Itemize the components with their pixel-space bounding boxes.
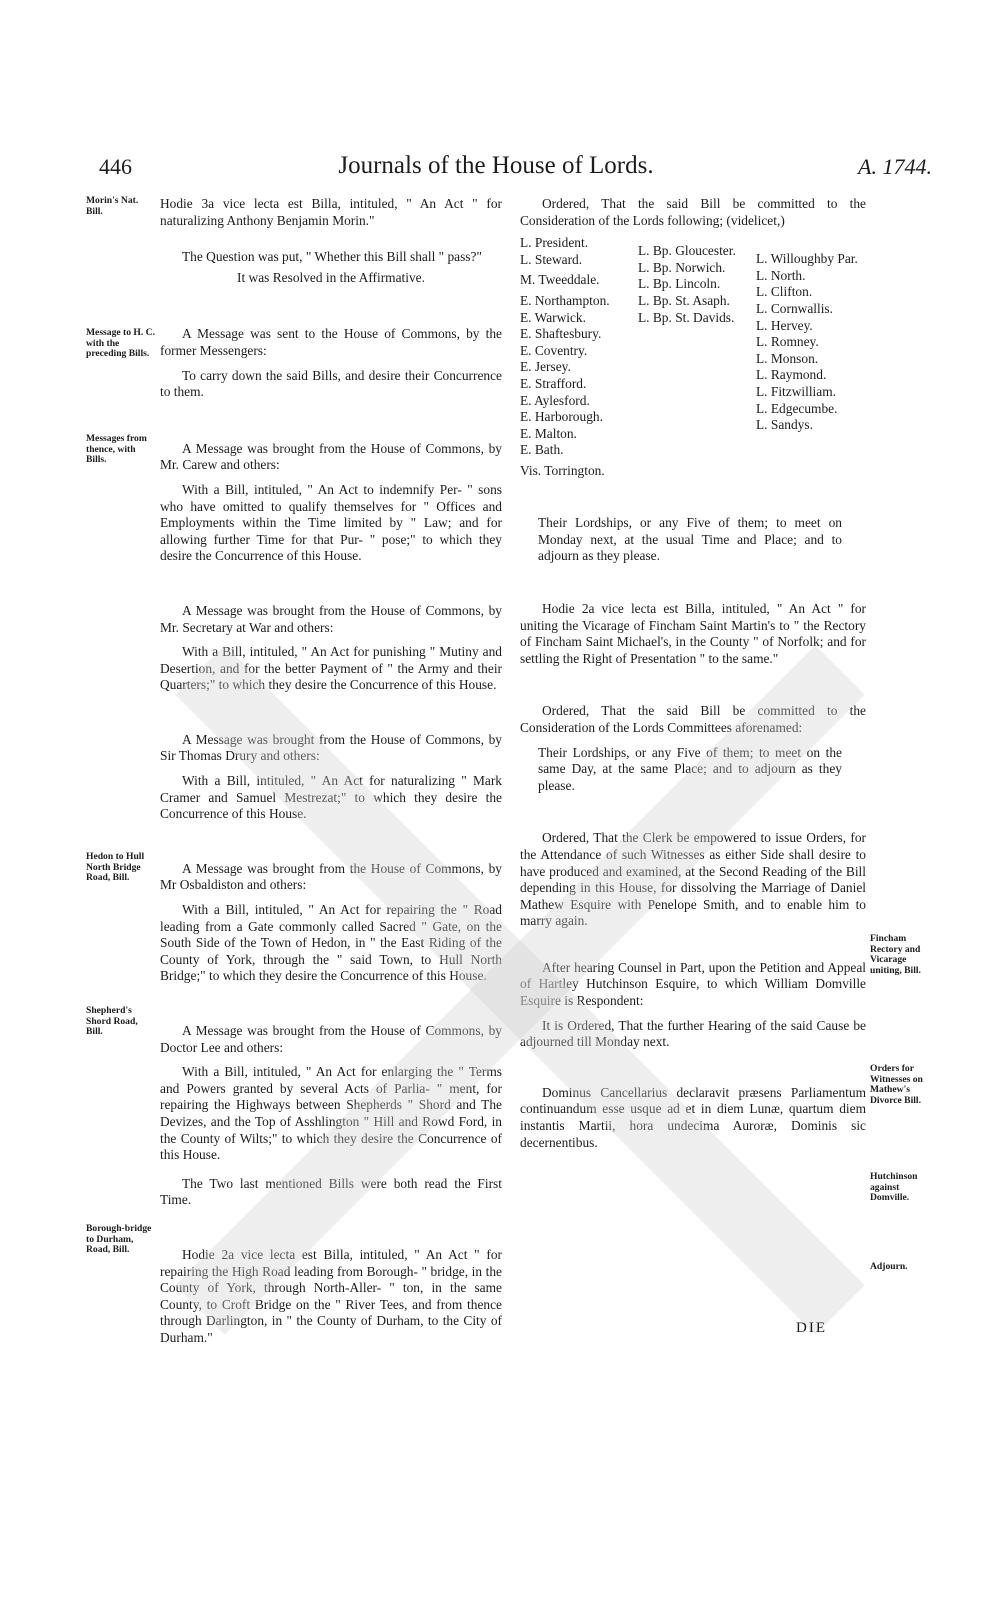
committee-entry: L. Bp. St. Davids.: [638, 309, 735, 325]
spacer: [756, 235, 866, 243]
sidenote-hedon: Hedon to Hull North Bridge Road, Bill.: [86, 851, 145, 884]
committee-entry: E. Bath.: [520, 442, 564, 458]
paragraph: Their Lordships, or any Five of them; to meet on the same Day, at the same Place; and to adjourn as they please.: [538, 744, 842, 793]
sidenote-witnesses: Orders for Witnesses on Mathew's Divorce Bill.: [870, 1063, 923, 1106]
paragraph: A Message was brought from the House of Commons, by Doctor Lee and others:: [160, 1023, 502, 1055]
committee-entry: L. Hervey.: [756, 317, 813, 333]
paragraph: It is Ordered, That the further Hearing of the said Cause be adjourned till Monday next.: [520, 1017, 866, 1050]
committee-entry: L. Cornwallis.: [756, 300, 833, 316]
spacer: [638, 235, 756, 243]
committee-entry: E. Malton.: [520, 425, 577, 441]
committee-column-1: [520, 235, 638, 479]
paragraph: It was Resolved in the Affirmative.: [237, 269, 425, 285]
sidenote-messages: Messages from thence, with Bills.: [86, 433, 147, 466]
committee-entry: L. Fitzwilliam.: [756, 383, 836, 399]
committee-entry: L. Willoughby Par.: [756, 251, 858, 267]
sidenote-boroughbridge: Borough-bridge to Durham, Road, Bill.: [86, 1223, 152, 1256]
committee-entry: L. Bp. Lincoln.: [638, 276, 721, 292]
page-title: Journals of the House of Lords.: [338, 152, 654, 179]
paragraph: The Two last mentioned Bills were both read the First Time.: [160, 1175, 502, 1208]
committee-entry: L. President.: [520, 235, 589, 251]
catchword: DIE: [796, 1320, 827, 1336]
committee-intro: Ordered, That the said Bill be committed to the Consideration of the Lords following; (videlicet,): [520, 196, 866, 228]
left-column: [160, 196, 502, 1347]
committee-entry: E. Harborough.: [520, 409, 603, 425]
committee-entry: L. Steward.: [520, 251, 583, 267]
committee-entry: L. Monson.: [756, 350, 819, 366]
committee-entry: E. Coventry.: [520, 342, 588, 358]
committee-entry: L. Romney.: [756, 334, 819, 350]
paragraph: Ordered, That the Clerk be empowered to issue Orders, for the Attendance of such Witnesses as either Side shall desire to have produced and examined, at the Second Reading of the Bill depending in this House, for dissolving the Marriage of Daniel Mathew Esquire with Penelope Smith, and to enable him to marry again.: [520, 830, 866, 929]
spacer: [756, 243, 866, 251]
committee-entry: M. Tweeddale.: [520, 272, 600, 288]
paragraph: The Question was put, " Whether this Bill shall " pass?": [182, 249, 482, 265]
committee-entry: L. Clifton.: [756, 284, 813, 300]
page-header: [0, 150, 992, 190]
paragraph: A Message was brought from the House of Commons, by Mr. Carew and others:: [160, 440, 502, 473]
paragraph: With a Bill, intituled, " An Act for enlarging the " Terms and Powers granted by several Acts of Parlia- " ment, for repairing the Highways between Shepherds " Shord and The Devizes, and the Top of Asshlington " Hill and Rowd Ford, in the County of Wilts;" to which they desire the Concurrence of this House.: [160, 1064, 502, 1163]
committee-list: [520, 235, 866, 478]
sidenote-shepherd: Shepherd's Shord Road, Bill.: [86, 1005, 138, 1038]
sidenote-hutchinson: Hutchinson against Domville.: [870, 1171, 918, 1204]
committee-entry: L. North.: [756, 267, 806, 283]
committee-entry: L. Edgecumbe.: [756, 400, 838, 416]
paragraph: A Message was brought from the House of Commons, by Sir Thomas Drury and others:: [160, 731, 502, 764]
committee-entry: L. Bp. Norwich.: [638, 259, 726, 275]
year: A. 1744.: [858, 154, 932, 179]
paragraph: A Message was sent to the House of Commons, by the former Messengers:: [160, 326, 502, 358]
committee-entry: E. Northampton.: [520, 292, 610, 308]
committee-entry: L. Bp. Gloucester.: [638, 243, 736, 259]
committee-entry: E. Aylesford.: [520, 392, 590, 408]
right-column: [520, 196, 866, 1151]
paragraph: With a Bill, intituled, " An Act to indemnify Per- " sons who have omitted to qualify themselves for " Offices and Employments within the Time limited by " Law; and for allowing further Time for that Pur- " pose;" to which they desire the Concurrence of this House.: [160, 481, 502, 564]
paragraph: To carry down the said Bills, and desire their Concurrence to them.: [160, 367, 502, 400]
sidenote-morin: Morin's Nat. Bill.: [86, 195, 139, 217]
sidenote-message-hc: Message to H. C. with the preceding Bills.: [86, 327, 156, 360]
paragraph: After hearing Counsel in Part, upon the Petition and Appeal of Hartley Hutchinson Esquire, to which William Domville Esquire is Respondent:: [520, 959, 866, 1009]
paragraph: A Message was brought from the House of Commons, by Mr Osbaldiston and others:: [160, 860, 502, 893]
paragraph: With a Bill, intituled, " An Act for punishing " Mutiny and Desertion, and for the better Payment of " the Army and their Quarters;" to which they desire the Concurrence of this House.: [160, 644, 502, 693]
sidenote-fincham: Fincham Rectory and Vicarage uniting, Bill.: [870, 933, 921, 976]
committee-entry: Vis. Torrington.: [520, 462, 605, 478]
paragraph: With a Bill, intituled, " An Act for naturalizing " Mark Cramer and Samuel Mestrezat;" to which they desire the Concurrence of this House.: [160, 773, 502, 822]
committee-entry: L. Raymond.: [756, 367, 827, 383]
paragraph: Hodie 2a vice lecta est Billa, intituled, " An Act " for repairing the High Road leading from Borough- " bridge, in the County of York, through North-Aller- " ton, in the same County, to Croft Bridge on the " River Tees, and from thence through Darlington, in " the County of Durham, to the City of Durham.": [160, 1246, 502, 1345]
committee-column-3: [756, 235, 866, 434]
committee-entry: L. Bp. St. Asaph.: [638, 292, 730, 308]
committee-column-2: [638, 235, 756, 326]
paragraph: A Message was brought from the House of Commons, by Mr. Secretary at War and others:: [160, 602, 502, 635]
committee-entry: L. Sandys.: [756, 417, 813, 433]
paragraph: Dominus Cancellarius declaravit præsens Parliamentum continuandum esse usque ad et in diem Lunæ, quartum diem instantis Martii, hora undecima Auroræ, Dominis sic decernentibus.: [520, 1084, 866, 1150]
paragraph: With a Bill, intituled, " An Act for repairing the " Road leading from a Gate commonly called Sacred " Gate, on the South Side of the Town of Hedon, in " the East Riding of the County of York, through the " said Town, to Hull North Bridge;" to which they desire the Concurrence of this House.: [160, 902, 502, 984]
page-number: 446: [99, 154, 132, 179]
committee-entry: E. Strafford.: [520, 375, 587, 391]
committee-entry: E. Warwick.: [520, 309, 586, 325]
paragraph: Hodie 2a vice lecta est Billa, intituled, " An Act " for uniting the Vicarage of Fincham Saint Martin's to " the Rectory of Fincham Saint Michael's, in the County " of Norfolk; and for settling the Right of Presentation " to the same.": [520, 600, 866, 666]
committee-entry: E. Shaftesbury.: [520, 326, 602, 342]
committee-entry: E. Jersey.: [520, 359, 571, 375]
sidenote-adjourn: Adjourn.: [870, 1261, 908, 1272]
paragraph: Their Lordships, or any Five of them; to meet on Monday next, at the usual Time and Place; and to adjourn as they please.: [538, 515, 842, 564]
paragraph: Hodie 3a vice lecta est Billa, intituled, " An Act " for naturalizing Anthony Benjamin Morin.": [160, 196, 502, 228]
paragraph: Ordered, That the said Bill be committed to the Consideration of the Lords Committees aforenamed:: [520, 703, 866, 735]
